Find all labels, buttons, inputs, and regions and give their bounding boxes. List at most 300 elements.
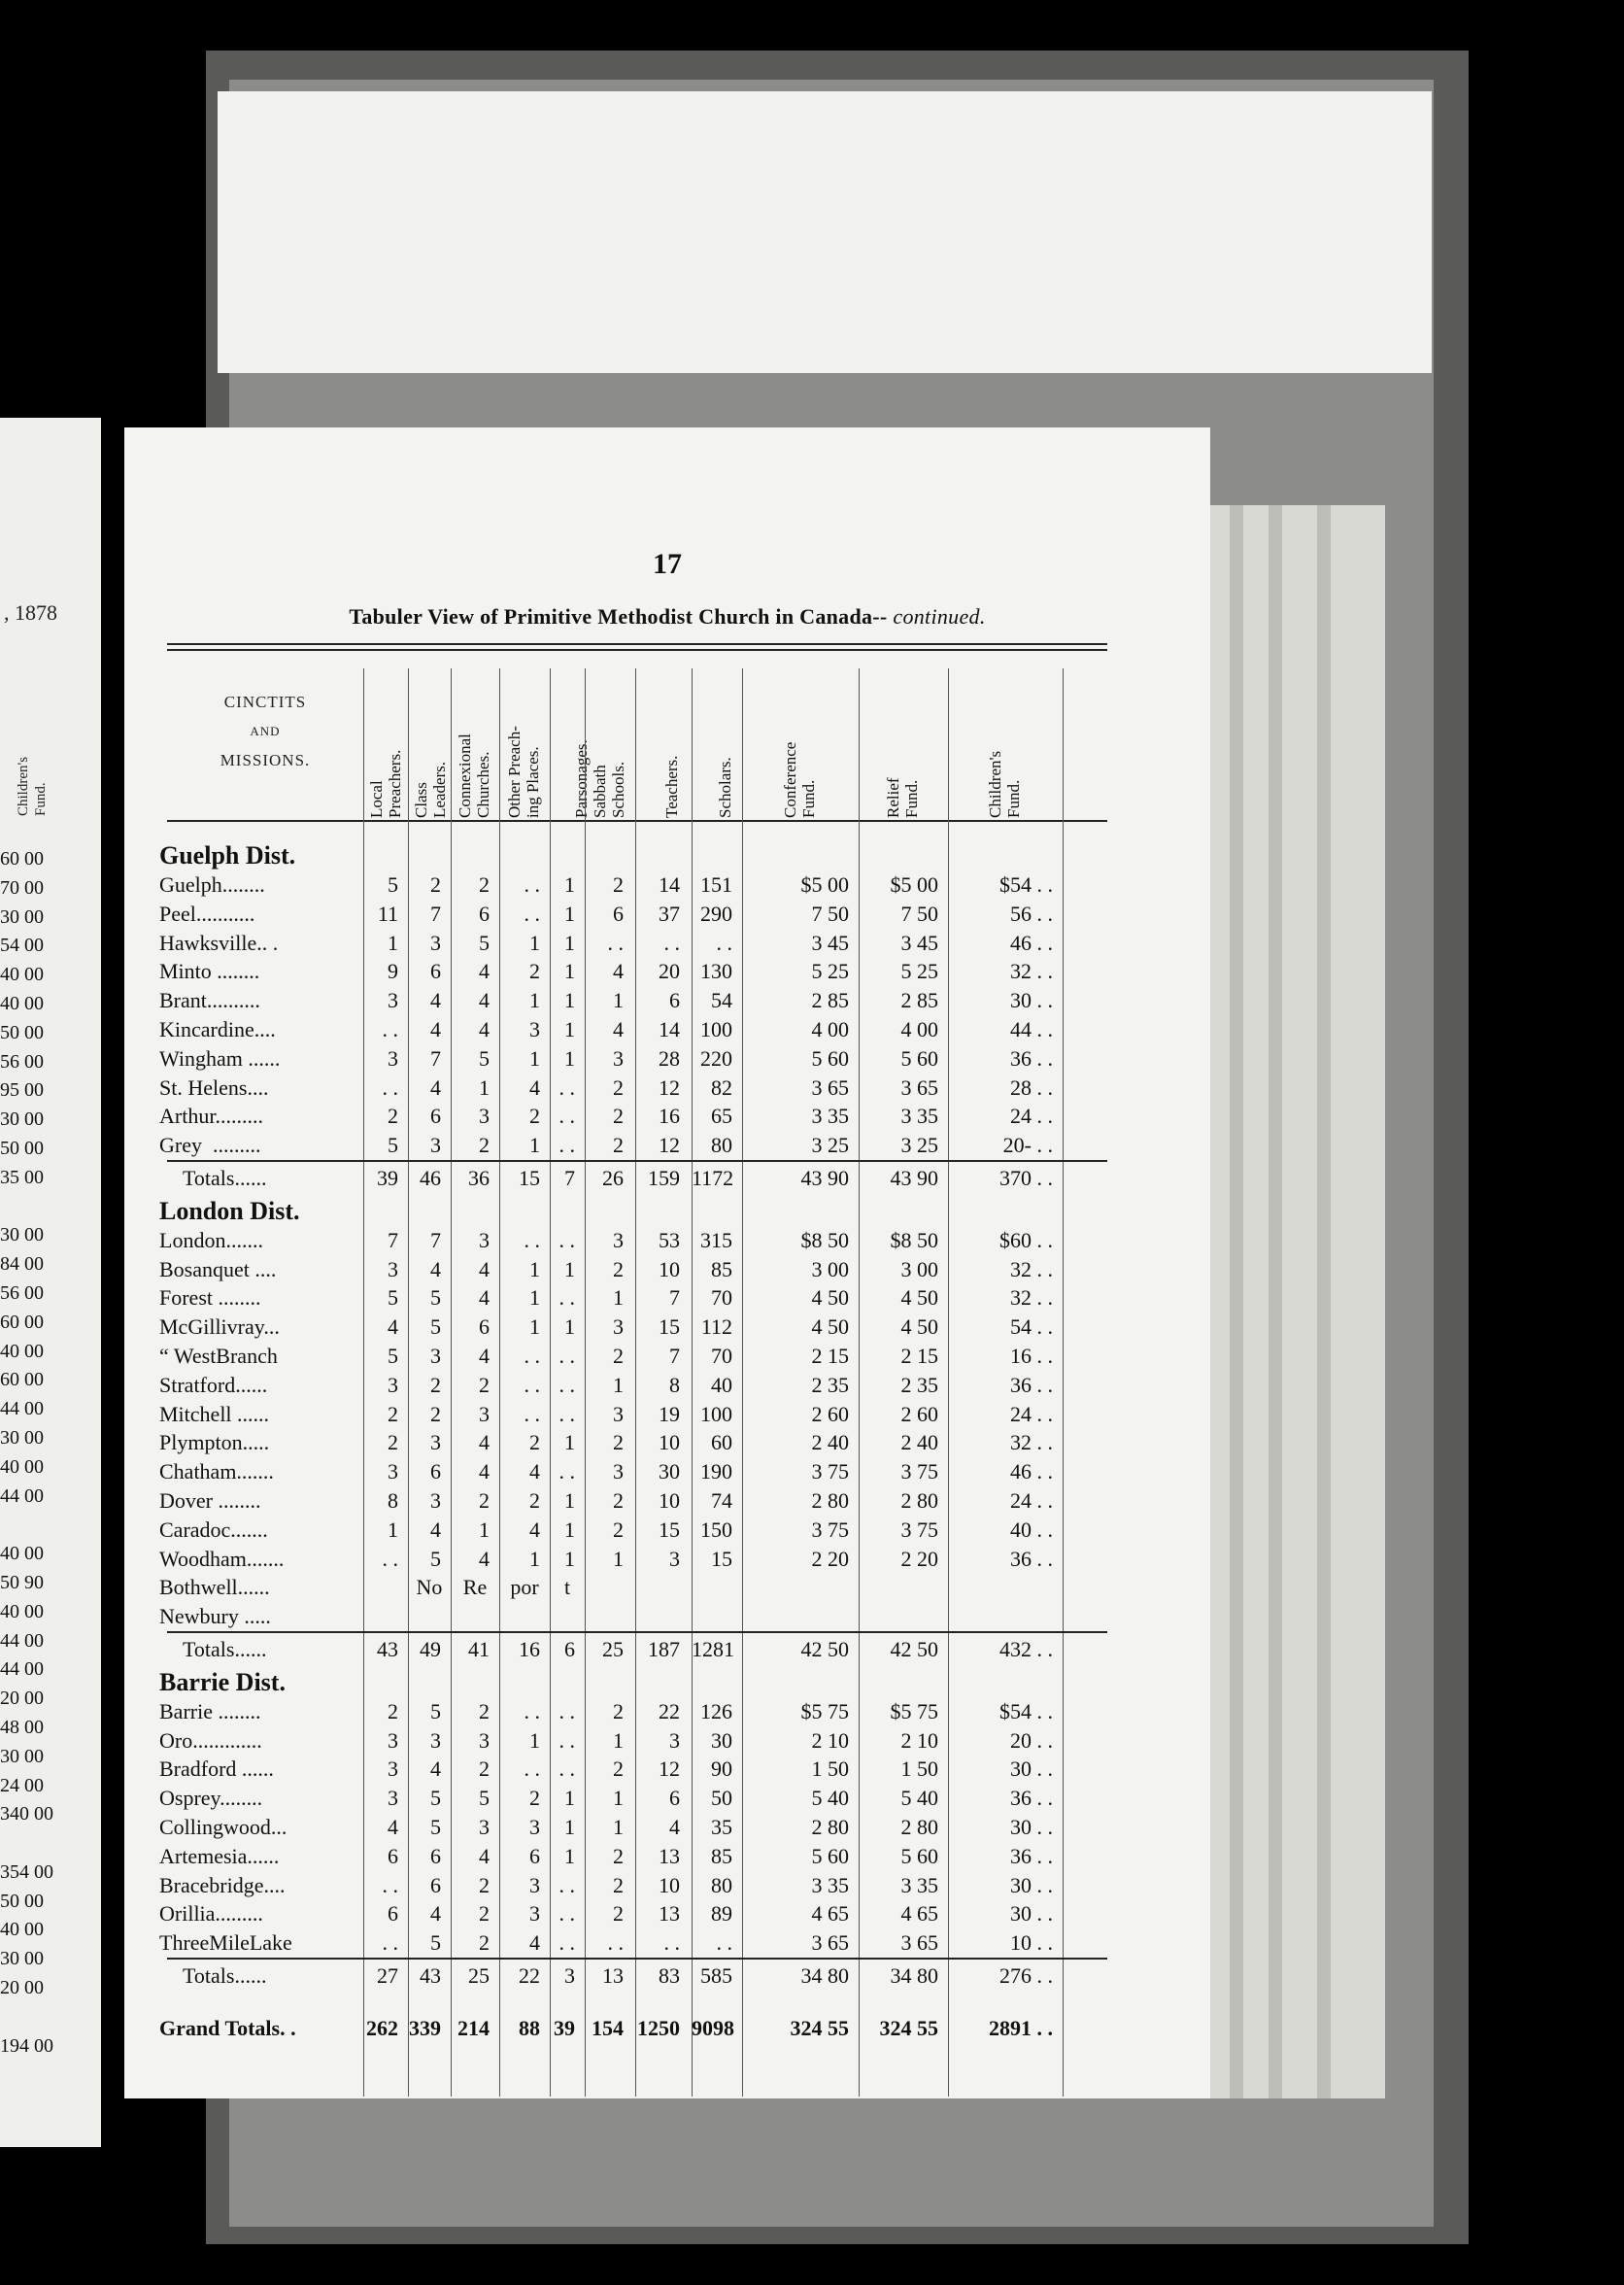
left-page-value: 44 00: [0, 1398, 44, 1420]
table-cell: 3: [613, 1314, 624, 1340]
circuit-name: Peel...........: [159, 901, 255, 926]
table-cell: 2: [479, 1488, 490, 1513]
table-cell: 36 . .: [1010, 1045, 1053, 1071]
table-cell: 151: [700, 872, 732, 897]
table-row: [124, 1228, 1210, 1257]
circuit-name: London.......: [159, 1227, 263, 1252]
district-heading: [124, 1668, 1210, 1697]
table-cell: 41: [468, 1637, 490, 1661]
table-cell: 3: [388, 988, 398, 1013]
table-cell: $60 . .: [999, 1227, 1053, 1252]
table-row: [124, 1314, 1210, 1344]
table-cell: 12: [659, 1074, 680, 1100]
table-cell: 4 50: [900, 1285, 938, 1311]
district-heading: [124, 1197, 1210, 1226]
table-cell: 39: [377, 1166, 398, 1190]
table-cell: 5: [388, 872, 398, 897]
left-page-value: 40 00: [0, 1919, 44, 1941]
table-cell: 5: [479, 1786, 490, 1811]
table-cell: 2: [613, 1104, 624, 1129]
table-cell: 4: [529, 1930, 540, 1956]
title-rule-2: [167, 649, 1107, 651]
table-row: [124, 1046, 1210, 1075]
table-row: [124, 1075, 1210, 1105]
circuit-name: Chatham.......: [159, 1459, 274, 1484]
column-header: [781, 682, 820, 818]
circuit-name: Mitchell ......: [159, 1401, 270, 1426]
column-header-label: Children's Fund.: [986, 750, 1023, 818]
table-cell: 74: [711, 1488, 732, 1513]
left-page-value: [0, 1829, 53, 1859]
table-cell: . .: [524, 1698, 540, 1723]
table-cell: 2: [613, 1756, 624, 1782]
table-cell: 46 . .: [1010, 1459, 1053, 1484]
table-cell: 24 . .: [1010, 1104, 1053, 1129]
left-page-value: 60 00: [0, 1369, 44, 1391]
table-cell: 37: [659, 901, 680, 926]
column-header-label: Class Leaders.: [412, 761, 449, 818]
column-header: [412, 682, 451, 818]
table-cell: 26: [602, 1166, 624, 1190]
table-cell: 2: [479, 1372, 490, 1397]
table-cell: 1: [529, 1727, 540, 1753]
table-cell: 2: [613, 1843, 624, 1868]
table-cell: 8: [388, 1488, 398, 1513]
table-cell: 126: [700, 1698, 732, 1723]
left-page-value: 30 00: [0, 1948, 44, 1970]
table-cell: 2: [613, 1430, 624, 1455]
circuits-header-line-3: MISSIONS.: [220, 751, 311, 769]
table-cell: 262: [366, 2015, 398, 2040]
table-cell: 43: [420, 1963, 441, 1988]
circuit-name: Woodham.......: [159, 1546, 285, 1571]
table-cell: 2: [613, 1256, 624, 1281]
column-header: [644, 682, 683, 818]
table-cell: 2: [613, 1698, 624, 1723]
table-cell: 4 00: [900, 1017, 938, 1041]
circuit-name: Bracebridge....: [159, 1872, 286, 1897]
table-cell: 24 . .: [1010, 1401, 1053, 1426]
table-cell: 1: [564, 988, 575, 1013]
table-cell: 1: [564, 901, 575, 926]
table-cell: 3: [388, 1786, 398, 1811]
table-cell: 1: [564, 930, 575, 955]
table-cell: . .: [558, 1401, 575, 1426]
table-cell: 4: [479, 1017, 490, 1041]
table-cell: 3 65: [900, 1930, 938, 1956]
table-cell: 4: [479, 1459, 490, 1484]
table-cell: . .: [382, 1074, 398, 1100]
table-cell: 3: [529, 1872, 540, 1897]
table-cell: . .: [558, 1756, 575, 1782]
table-cell: 3 35: [900, 1872, 938, 1897]
table-cell: 5 25: [900, 959, 938, 984]
table-cell: 30: [659, 1459, 680, 1484]
table-cell: 2 85: [900, 988, 938, 1013]
table-cell: 3: [430, 1133, 441, 1158]
table-cell: 4: [479, 1430, 490, 1455]
table-cell: 4: [613, 1017, 624, 1041]
left-page-value: 48 00: [0, 1716, 44, 1738]
table-cell: 7 50: [811, 901, 849, 926]
table-cell: 2: [479, 872, 490, 897]
table-cell: . .: [558, 1104, 575, 1129]
table-cell: 1: [564, 1843, 575, 1868]
table-cell: 5: [430, 1546, 441, 1571]
table-row: [124, 1604, 1210, 1633]
table-cell: 2 80: [811, 1815, 849, 1839]
table-cell: 70: [711, 1344, 732, 1368]
table-cell: 2: [613, 1517, 624, 1542]
table-cell: 2 60: [900, 1401, 938, 1426]
table-cell: 6: [479, 1314, 490, 1340]
table-cell: . .: [524, 1344, 540, 1368]
table-cell: 14: [659, 1017, 680, 1041]
table-cell: 2 15: [900, 1344, 938, 1368]
table-row: [124, 1575, 1210, 1604]
table-cell: $5 00: [800, 872, 849, 897]
table-cell: 3 25: [811, 1133, 849, 1158]
left-page-value: 60 00: [0, 1311, 44, 1333]
table-cell: 44 . .: [1010, 1017, 1053, 1041]
table-cell: 2 80: [900, 1815, 938, 1839]
table-cell: 4: [430, 988, 441, 1013]
table-cell: 2 80: [900, 1488, 938, 1513]
table-cell: 2: [613, 1872, 624, 1897]
table-cell: 82: [711, 1074, 732, 1100]
table-cell: . .: [558, 1727, 575, 1753]
circuit-name: Newbury .....: [159, 1604, 271, 1629]
table-cell: 3: [430, 930, 441, 955]
circuit-name: Bosanquet ....: [159, 1256, 277, 1281]
left-page-value: 56 00: [0, 1281, 44, 1304]
table-row: [124, 959, 1210, 988]
table-cell: 13: [659, 1901, 680, 1927]
table-row: [124, 1344, 1210, 1373]
left-page-value: 20 00: [0, 1977, 44, 1999]
table-row: [124, 1488, 1210, 1518]
table-cell: 40: [711, 1372, 732, 1397]
table-cell: 1: [613, 1786, 624, 1811]
table-cell: . .: [663, 1930, 680, 1956]
table-cell: 4: [529, 1517, 540, 1542]
table-row: [124, 1430, 1210, 1459]
table-cell: 30 . .: [1010, 988, 1053, 1013]
circuit-name: “ WestBranch: [159, 1344, 278, 1368]
table-cell: . .: [558, 1133, 575, 1158]
table-cell: . .: [382, 1930, 398, 1956]
document-page: [124, 427, 1210, 2098]
table-cell: 2: [388, 1401, 398, 1426]
table-cell: 40 . .: [1010, 1517, 1053, 1542]
table-cell: 4 00: [811, 1017, 849, 1041]
left-page-value: 50 00: [0, 1021, 44, 1043]
table-cell: 3: [479, 1227, 490, 1252]
table-cell: 65: [711, 1104, 732, 1129]
table-cell: 5: [430, 1786, 441, 1811]
table-cell: 6: [430, 1104, 441, 1129]
table-cell: 25: [468, 1963, 490, 1988]
table-cell: 220: [700, 1045, 732, 1071]
table-cell: 2 20: [900, 1546, 938, 1571]
left-page-value: 50 00: [0, 1890, 44, 1912]
circuit-name: Grand Totals. .: [159, 2015, 296, 2040]
table-cell: . .: [558, 1930, 575, 1956]
table-cell: 2 15: [811, 1344, 849, 1368]
table-cell: 4: [430, 1256, 441, 1281]
totals-rule: [167, 1958, 1107, 1960]
table-cell: 1: [564, 1815, 575, 1839]
table-cell: 3: [529, 1901, 540, 1927]
totals-row: [124, 2016, 1210, 2045]
table-cell: 1: [529, 1133, 540, 1158]
table-cell: 3: [430, 1488, 441, 1513]
table-row: [124, 872, 1210, 902]
left-page-value: 30 00: [0, 905, 44, 928]
table-cell: 42 50: [800, 1637, 849, 1661]
table-cell: 1281: [692, 1637, 734, 1661]
circuit-name: Totals......: [183, 1637, 267, 1661]
table-cell: 36 . .: [1010, 1546, 1053, 1571]
circuit-name: Grey .........: [159, 1133, 261, 1158]
table-cell: 4: [430, 1074, 441, 1100]
district-name: London Dist.: [159, 1196, 300, 1225]
table-cell: 1: [564, 1017, 575, 1041]
table-cell: 2: [479, 1756, 490, 1782]
table-cell: 20- . .: [1002, 1133, 1053, 1158]
table-cell: . .: [524, 1756, 540, 1782]
circuit-name: ThreeMileLake: [159, 1930, 292, 1956]
left-page-value: 50 00: [0, 1137, 44, 1159]
left-page-value: 44 00: [0, 1484, 44, 1507]
table-cell: 43 90: [800, 1166, 849, 1190]
table-cell: 5 60: [900, 1045, 938, 1071]
table-cell: 10: [659, 1430, 680, 1455]
table-cell: . .: [558, 1227, 575, 1252]
table-cell: 15: [519, 1166, 540, 1190]
circuit-name: Artemesia......: [159, 1843, 280, 1868]
page-number: 17: [653, 548, 682, 580]
left-page-value: 30 00: [0, 1426, 44, 1449]
column-header-label: Connexional Churches.: [456, 733, 492, 818]
table-row: [124, 1873, 1210, 1902]
totals-rule: [167, 1631, 1107, 1633]
table-cell: . .: [524, 872, 540, 897]
table-cell: 1: [564, 1045, 575, 1071]
table-cell: 28 . .: [1010, 1074, 1053, 1100]
left-page-value: 30 00: [0, 1108, 44, 1131]
circuit-name: Dover ........: [159, 1488, 261, 1513]
column-header: [986, 682, 1025, 818]
table-row: [124, 1459, 1210, 1488]
table-cell: . .: [607, 930, 624, 955]
table-cell: 30 . .: [1010, 1901, 1053, 1927]
table-cell: 4 50: [811, 1314, 849, 1340]
table-cell: 190: [700, 1459, 732, 1484]
table-cell: 3: [479, 1401, 490, 1426]
table-cell: 6: [613, 901, 624, 926]
left-page-value: [0, 1511, 53, 1540]
table-cell: 2 60: [811, 1401, 849, 1426]
table-cell: . .: [558, 1074, 575, 1100]
table-cell: 4 50: [900, 1314, 938, 1340]
left-page-value: 44 00: [0, 1629, 44, 1652]
table-cell: 315: [700, 1227, 732, 1252]
table-cell: 2: [388, 1104, 398, 1129]
table-cell: 15: [711, 1546, 732, 1571]
table-cell: 3: [669, 1727, 680, 1753]
table-cell: 5: [479, 930, 490, 955]
table-cell: $8 50: [890, 1227, 938, 1252]
table-cell: . .: [558, 1344, 575, 1368]
table-cell: 2: [613, 1133, 624, 1158]
table-row: [124, 1257, 1210, 1286]
table-cell: 43 90: [890, 1166, 938, 1190]
table-cell: 4: [479, 1344, 490, 1368]
circuit-name: Osprey........: [159, 1786, 263, 1811]
table-cell: 85: [711, 1843, 732, 1868]
table-cell: 2: [529, 1488, 540, 1513]
table-cell: 3 65: [811, 1930, 849, 1956]
table-cell: 3 35: [900, 1104, 938, 1129]
table-cell: 112: [700, 1314, 732, 1340]
table-cell: 3 35: [811, 1872, 849, 1897]
table-cell: 1: [564, 1786, 575, 1811]
table-cell: 3 75: [811, 1517, 849, 1542]
left-page-year: , 1878: [4, 600, 57, 625]
table-cell: 6: [430, 959, 441, 984]
table-cell: 7: [430, 1227, 441, 1252]
table-cell: 6: [430, 1459, 441, 1484]
table-cell: 3: [430, 1344, 441, 1368]
table-cell: 5: [430, 1314, 441, 1340]
table-cell: 7: [669, 1344, 680, 1368]
table-cell: . .: [524, 1227, 540, 1252]
table-cell: 10: [659, 1256, 680, 1281]
table-cell: 15: [659, 1517, 680, 1542]
table-cell: 5 40: [900, 1786, 938, 1811]
circuit-name: Forest ........: [159, 1285, 261, 1311]
table-cell: 5 60: [811, 1045, 849, 1071]
table-row: [124, 1104, 1210, 1133]
circuit-name: St. Helens....: [159, 1074, 269, 1100]
left-page-value: [0, 2003, 53, 2032]
table-cell: 34 80: [800, 1963, 849, 1988]
table-cell: 100: [700, 1401, 732, 1426]
table-row: [124, 1756, 1210, 1786]
table-cell: 4: [430, 1756, 441, 1782]
table-cell: $5 75: [800, 1698, 849, 1723]
table-cell: 1: [529, 1285, 540, 1311]
circuit-name: McGillivray...: [159, 1314, 280, 1340]
table-cell: 30 . .: [1010, 1815, 1053, 1839]
table-row: [124, 1518, 1210, 1547]
table-row: [124, 1786, 1210, 1815]
column-header: [554, 682, 592, 818]
table-cell: 4: [479, 1285, 490, 1311]
totals-row: [124, 1963, 1210, 1993]
table-cell: 42 50: [890, 1637, 938, 1661]
table-cell: 3 75: [811, 1459, 849, 1484]
table-cell: 4: [479, 1546, 490, 1571]
table-cell: 1: [529, 930, 540, 955]
table-cell: 1: [613, 988, 624, 1013]
table-cell: 7 50: [900, 901, 938, 926]
table-cell: 85: [711, 1256, 732, 1281]
table-cell: 54 . .: [1010, 1314, 1053, 1340]
table-cell: 20 . .: [1010, 1727, 1053, 1753]
table-cell: 1: [613, 1546, 624, 1571]
circuit-name: Bothwell......: [159, 1575, 270, 1600]
table-cell: 5: [430, 1285, 441, 1311]
table-row: [124, 902, 1210, 931]
table-cell: 6: [564, 1637, 575, 1661]
district-name: Guelph Dist.: [159, 841, 296, 870]
table-row: [124, 1133, 1210, 1162]
left-page-value: 340 00: [0, 1803, 53, 1825]
circuit-name: Kincardine....: [159, 1017, 276, 1041]
table-cell: 2: [388, 1430, 398, 1455]
table-cell: 10 . .: [1010, 1930, 1053, 1956]
table-cell: 50: [711, 1786, 732, 1811]
table-cell: 24 . .: [1010, 1488, 1053, 1513]
table-cell: 3: [388, 1727, 398, 1753]
table-cell: 1: [564, 959, 575, 984]
table-cell: 12: [659, 1756, 680, 1782]
table-cell: Re: [462, 1575, 488, 1600]
table-cell: 585: [700, 1963, 732, 1988]
table-cell: . .: [558, 1872, 575, 1897]
table-cell: 4 65: [811, 1901, 849, 1927]
table-cell: 1: [529, 1045, 540, 1071]
table-cell: 3: [388, 1372, 398, 1397]
column-header: [505, 682, 544, 818]
table-cell: 1: [564, 872, 575, 897]
table-cell: 35: [711, 1815, 732, 1839]
table-cell: 56 . .: [1010, 901, 1053, 926]
left-page-value: 60 00: [0, 848, 44, 870]
table-cell: 15: [659, 1314, 680, 1340]
left-header-line-1: Children's: [16, 756, 31, 816]
table-cell: 46: [420, 1166, 441, 1190]
table-cell: 2: [430, 872, 441, 897]
circuit-name: Oro.............: [159, 1727, 262, 1753]
table-cell: 2 10: [811, 1727, 849, 1753]
left-page-value: 70 00: [0, 876, 44, 899]
table-row: [124, 1815, 1210, 1844]
table-cell: 2: [388, 1698, 398, 1723]
left-page-fragment: [0, 418, 101, 2147]
table-cell: 88: [519, 2015, 540, 2040]
table-cell: 3: [613, 1459, 624, 1484]
table-cell: 89: [711, 1901, 732, 1927]
table-cell: . .: [558, 1459, 575, 1484]
table-cell: 3: [613, 1227, 624, 1252]
table-row: [124, 1930, 1210, 1960]
left-page-value: [0, 1193, 53, 1222]
table-cell: 4: [529, 1459, 540, 1484]
left-page-value: 20 00: [0, 1688, 44, 1710]
table-cell: 5: [430, 1815, 441, 1839]
column-header: [884, 682, 923, 818]
table-cell: 2: [430, 1372, 441, 1397]
left-page-value: 40 00: [0, 1455, 44, 1478]
table-cell: 6: [388, 1843, 398, 1868]
left-page-value: 54 00: [0, 935, 44, 957]
table-cell: 30 . .: [1010, 1756, 1053, 1782]
table-cell: 1: [388, 1517, 398, 1542]
table-cell: 1: [564, 1488, 575, 1513]
